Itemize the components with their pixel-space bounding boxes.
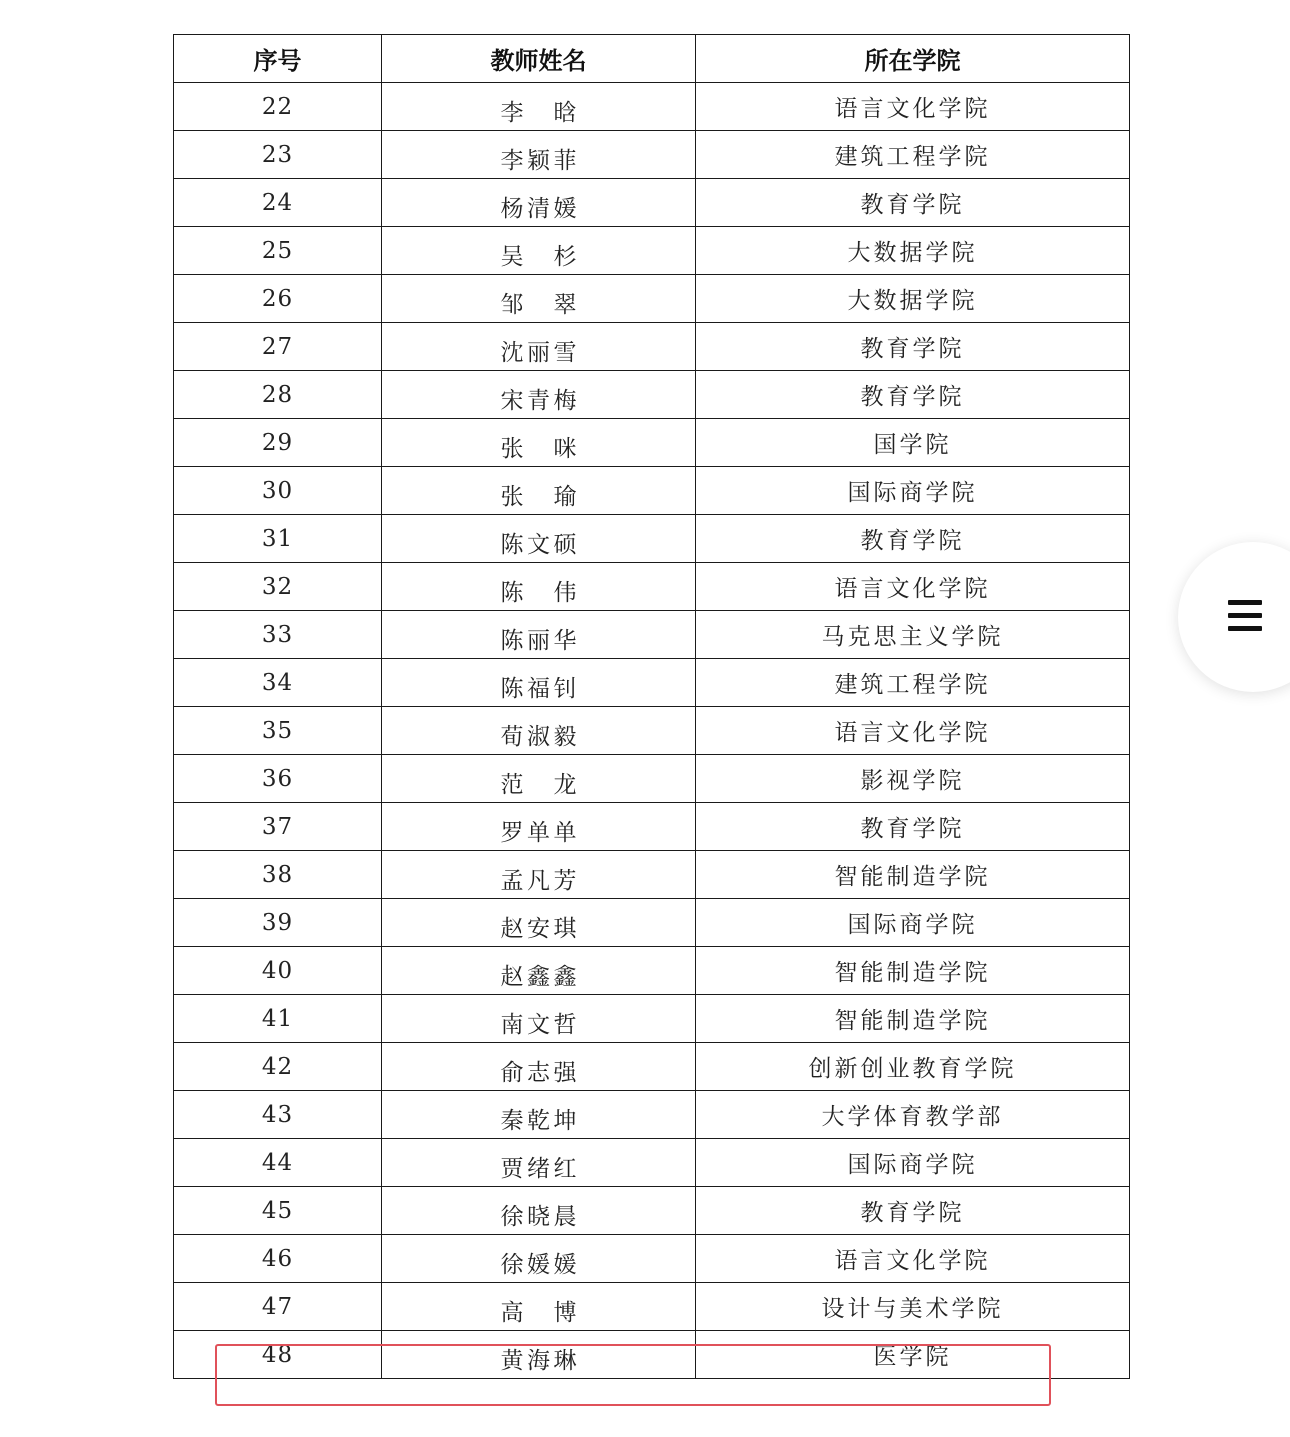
teacher-name: 李颖菲 bbox=[500, 148, 577, 174]
teacher-name-cell bbox=[382, 1283, 696, 1331]
teacher-name-cell bbox=[382, 899, 696, 947]
teacher-name-cell bbox=[382, 1139, 696, 1187]
table-row bbox=[174, 467, 1130, 515]
teacher-name-cell bbox=[382, 803, 696, 851]
row-number: 22 bbox=[174, 83, 382, 131]
teacher-name: 荀淑毅 bbox=[500, 724, 577, 750]
teacher-name: 徐晓晨 bbox=[500, 1204, 577, 1230]
table-row bbox=[174, 1235, 1130, 1283]
college-name: 影视学院 bbox=[696, 755, 1130, 803]
table-row bbox=[174, 851, 1130, 899]
college-name: 智能制造学院 bbox=[696, 995, 1130, 1043]
teacher-table bbox=[173, 34, 1130, 1379]
teacher-name-cell bbox=[382, 563, 696, 611]
table-body bbox=[174, 83, 1130, 1379]
table-row bbox=[174, 1283, 1130, 1331]
teacher-name: 杨清媛 bbox=[500, 196, 577, 222]
table-row bbox=[174, 1043, 1130, 1091]
college-name: 教育学院 bbox=[696, 1187, 1130, 1235]
college-name: 智能制造学院 bbox=[696, 851, 1130, 899]
teacher-name: 赵鑫鑫 bbox=[500, 964, 577, 990]
college-name: 大数据学院 bbox=[696, 227, 1130, 275]
college-name: 智能制造学院 bbox=[696, 947, 1130, 995]
teacher-name: 贾绪红 bbox=[500, 1156, 577, 1182]
table-row bbox=[174, 995, 1130, 1043]
row-number: 36 bbox=[174, 755, 382, 803]
row-number: 23 bbox=[174, 131, 382, 179]
college-name: 国学院 bbox=[696, 419, 1130, 467]
table-row bbox=[174, 755, 1130, 803]
teacher-name-cell bbox=[382, 1043, 696, 1091]
row-number: 37 bbox=[174, 803, 382, 851]
row-number: 39 bbox=[174, 899, 382, 947]
row-number: 24 bbox=[174, 179, 382, 227]
teacher-name: 南文哲 bbox=[500, 1012, 577, 1038]
header-number: 序号 bbox=[174, 35, 382, 83]
college-name: 语言文化学院 bbox=[696, 563, 1130, 611]
row-number: 48 bbox=[174, 1331, 382, 1379]
table-row bbox=[174, 611, 1130, 659]
teacher-name-cell bbox=[382, 467, 696, 515]
table-row bbox=[174, 563, 1130, 611]
row-number: 42 bbox=[174, 1043, 382, 1091]
teacher-name: 范龙 bbox=[500, 772, 577, 798]
teacher-name-cell bbox=[382, 1235, 696, 1283]
college-name: 教育学院 bbox=[696, 179, 1130, 227]
teacher-name-cell bbox=[382, 707, 696, 755]
college-name: 国际商学院 bbox=[696, 899, 1130, 947]
row-number: 27 bbox=[174, 323, 382, 371]
teacher-name-cell bbox=[382, 515, 696, 563]
college-name: 医学院 bbox=[696, 1331, 1130, 1379]
teacher-name: 俞志强 bbox=[500, 1060, 577, 1086]
row-number: 34 bbox=[174, 659, 382, 707]
row-number: 30 bbox=[174, 467, 382, 515]
college-name: 语言文化学院 bbox=[696, 707, 1130, 755]
table-row bbox=[174, 179, 1130, 227]
teacher-name-cell bbox=[382, 83, 696, 131]
row-number: 32 bbox=[174, 563, 382, 611]
college-name: 教育学院 bbox=[696, 323, 1130, 371]
menu-button[interactable] bbox=[1178, 542, 1290, 692]
teacher-name: 罗单单 bbox=[500, 820, 577, 846]
table-row bbox=[174, 371, 1130, 419]
table-row bbox=[174, 803, 1130, 851]
teacher-name-cell bbox=[382, 659, 696, 707]
hamburger-menu-icon bbox=[1228, 600, 1262, 632]
teacher-name-cell bbox=[382, 755, 696, 803]
table-row bbox=[174, 323, 1130, 371]
teacher-name: 陈福钊 bbox=[500, 676, 577, 702]
table-row bbox=[174, 275, 1130, 323]
college-name: 创新创业教育学院 bbox=[696, 1043, 1130, 1091]
row-number: 45 bbox=[174, 1187, 382, 1235]
teacher-name-cell bbox=[382, 323, 696, 371]
college-name: 建筑工程学院 bbox=[696, 659, 1130, 707]
teacher-name: 高博 bbox=[500, 1300, 577, 1326]
college-name: 大数据学院 bbox=[696, 275, 1130, 323]
college-name: 教育学院 bbox=[696, 371, 1130, 419]
table-row bbox=[174, 899, 1130, 947]
row-number: 28 bbox=[174, 371, 382, 419]
college-name: 教育学院 bbox=[696, 803, 1130, 851]
college-name: 教育学院 bbox=[696, 515, 1130, 563]
college-name: 建筑工程学院 bbox=[696, 131, 1130, 179]
header-college: 所在学院 bbox=[696, 35, 1130, 83]
table-row bbox=[174, 83, 1130, 131]
row-number: 47 bbox=[174, 1283, 382, 1331]
teacher-name: 秦乾坤 bbox=[500, 1108, 577, 1134]
row-number: 43 bbox=[174, 1091, 382, 1139]
teacher-name: 宋青梅 bbox=[500, 388, 577, 414]
teacher-name-cell bbox=[382, 947, 696, 995]
teacher-name: 邹翠 bbox=[500, 292, 577, 318]
teacher-name-cell bbox=[382, 131, 696, 179]
row-number: 31 bbox=[174, 515, 382, 563]
teacher-name-cell bbox=[382, 1187, 696, 1235]
header-teacher-name: 教师姓名 bbox=[382, 35, 696, 83]
table-row bbox=[174, 227, 1130, 275]
teacher-name: 沈丽雪 bbox=[500, 340, 577, 366]
teacher-name-cell bbox=[382, 275, 696, 323]
teacher-name-cell bbox=[382, 371, 696, 419]
table-row bbox=[174, 707, 1130, 755]
teacher-name: 孟凡芳 bbox=[500, 868, 577, 894]
table-row bbox=[174, 131, 1130, 179]
teacher-name: 徐媛媛 bbox=[500, 1252, 577, 1278]
teacher-table-container bbox=[173, 34, 1129, 1379]
teacher-name-cell bbox=[382, 227, 696, 275]
teacher-name: 黄海琳 bbox=[500, 1348, 577, 1374]
teacher-name: 陈文硕 bbox=[500, 532, 577, 558]
teacher-name-cell bbox=[382, 179, 696, 227]
teacher-name-cell bbox=[382, 419, 696, 467]
teacher-name: 赵安琪 bbox=[500, 916, 577, 942]
teacher-name: 张咪 bbox=[500, 436, 577, 462]
row-number: 38 bbox=[174, 851, 382, 899]
teacher-name-cell bbox=[382, 1091, 696, 1139]
row-number: 46 bbox=[174, 1235, 382, 1283]
table-row bbox=[174, 1331, 1130, 1379]
row-number: 40 bbox=[174, 947, 382, 995]
row-number: 35 bbox=[174, 707, 382, 755]
college-name: 马克思主义学院 bbox=[696, 611, 1130, 659]
teacher-name-cell bbox=[382, 995, 696, 1043]
college-name: 国际商学院 bbox=[696, 1139, 1130, 1187]
row-number: 25 bbox=[174, 227, 382, 275]
college-name: 语言文化学院 bbox=[696, 1235, 1130, 1283]
table-row bbox=[174, 947, 1130, 995]
college-name: 大学体育教学部 bbox=[696, 1091, 1130, 1139]
teacher-name-cell bbox=[382, 1331, 696, 1379]
row-number: 29 bbox=[174, 419, 382, 467]
table-row bbox=[174, 1139, 1130, 1187]
college-name: 设计与美术学院 bbox=[696, 1283, 1130, 1331]
college-name: 语言文化学院 bbox=[696, 83, 1130, 131]
table-row bbox=[174, 1091, 1130, 1139]
teacher-name: 李晗 bbox=[500, 100, 577, 126]
teacher-name-cell bbox=[382, 851, 696, 899]
row-number: 33 bbox=[174, 611, 382, 659]
table-row bbox=[174, 419, 1130, 467]
college-name: 国际商学院 bbox=[696, 467, 1130, 515]
teacher-name: 陈丽华 bbox=[500, 628, 577, 654]
teacher-name-cell bbox=[382, 611, 696, 659]
row-number: 41 bbox=[174, 995, 382, 1043]
table-row bbox=[174, 659, 1130, 707]
table-row bbox=[174, 515, 1130, 563]
teacher-name: 张瑜 bbox=[500, 484, 577, 510]
table-header-row bbox=[174, 35, 1130, 83]
teacher-name: 陈伟 bbox=[500, 580, 577, 606]
row-number: 26 bbox=[174, 275, 382, 323]
row-number: 44 bbox=[174, 1139, 382, 1187]
teacher-name: 吴杉 bbox=[500, 244, 577, 270]
table-row bbox=[174, 1187, 1130, 1235]
